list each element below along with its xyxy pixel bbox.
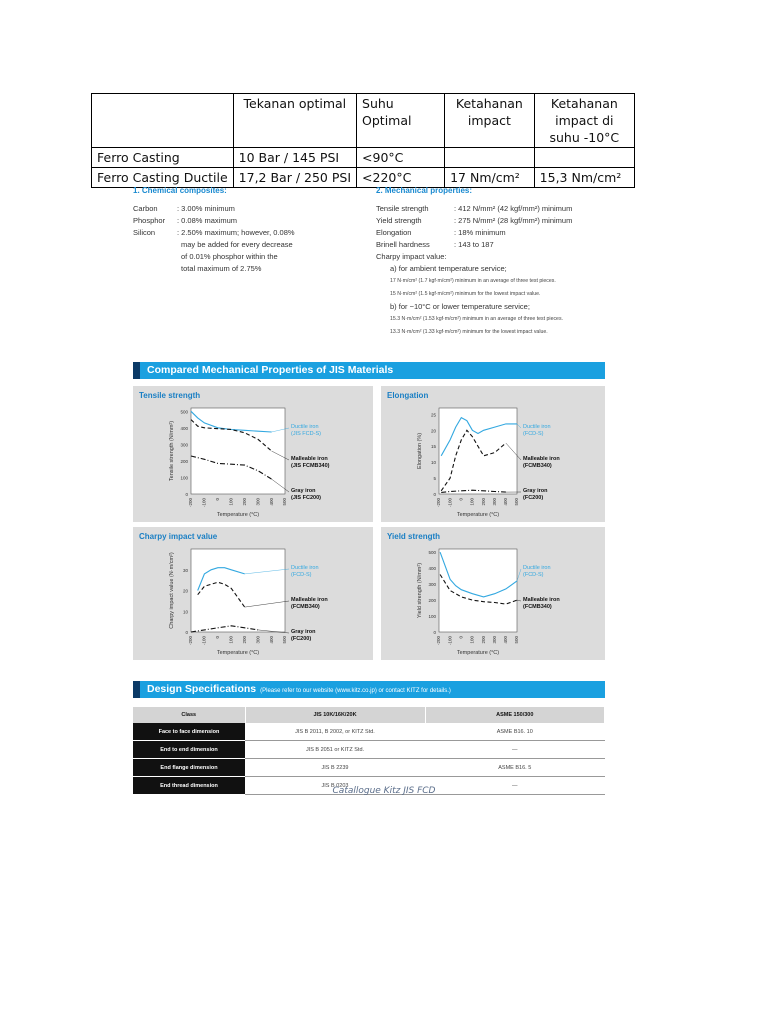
bar-note: (Please refer to our website (www.kitz.co.jp) or contact KITZ for details.) xyxy=(260,688,451,694)
design-spec-table xyxy=(133,707,605,795)
x-axis-label: Temperature (°C) xyxy=(456,650,500,656)
x-tick-label: 300 xyxy=(491,498,497,506)
table-cell: Ferro Casting Ductile xyxy=(92,168,234,188)
legend-label: (FCD-S) xyxy=(523,572,544,578)
charpy-chart xyxy=(133,527,373,660)
table-cell: <220°C xyxy=(357,168,445,188)
spec-row xyxy=(133,741,605,759)
chem-value: : 0.08% maximum xyxy=(177,216,238,225)
chem-value: : 2.50% maximum; however, 0.08% xyxy=(177,228,295,237)
y-tick-label: 300 xyxy=(180,442,188,448)
section-title: 2. Mechanical properties: xyxy=(376,186,473,195)
design-spec-bar xyxy=(133,681,605,698)
x-tick-label: 300 xyxy=(255,636,261,644)
x-tick-label: 400 xyxy=(268,498,274,506)
spec-label: End to end dimension xyxy=(133,741,245,759)
charpy-b: b) for −10°C or lower temperature service; xyxy=(390,302,530,311)
y-tick-label: 200 xyxy=(180,458,188,464)
chem-row xyxy=(133,215,363,227)
spec-cell: — xyxy=(425,777,605,795)
y-tick-label: 20 xyxy=(430,428,436,434)
spec-row xyxy=(133,759,605,777)
table-cell: Ferro Casting xyxy=(92,148,234,168)
spec-header-row xyxy=(133,707,605,723)
x-tick-label: 100 xyxy=(228,636,234,644)
charpy-a: a) for ambient temperature service; xyxy=(390,264,507,273)
chart-title: Charpy impact value xyxy=(139,532,218,541)
table-header: Ketahanan impact di suhu -10°C xyxy=(534,94,634,148)
chemical-composites-section xyxy=(133,186,363,275)
x-axis-label: Temperature (°C) xyxy=(216,650,260,656)
y-tick-label: 15 xyxy=(430,444,436,450)
legend-label: Gray iron xyxy=(291,488,316,494)
legend-label: (FC200) xyxy=(523,495,544,501)
charpy-b1: 15.3 N·m/cm² (1.53 kgf·m/cm²) minimum in an average of three test pieces. xyxy=(390,316,563,322)
charpy-heading: Charpy impact value: xyxy=(376,252,447,261)
spec-cell: — xyxy=(425,741,605,759)
x-tick-label: 500 xyxy=(282,636,288,644)
y-tick-label: 100 xyxy=(180,475,188,481)
legend-label: Ductile iron xyxy=(523,424,551,430)
table-cell xyxy=(534,148,634,168)
mech-row xyxy=(376,215,611,227)
table-row xyxy=(92,148,635,168)
mechanical-properties-section xyxy=(376,186,611,339)
x-tick-label: -100 xyxy=(201,498,207,508)
spec-header: JIS 10K/16K/20K xyxy=(245,707,425,723)
plot-area xyxy=(191,408,285,494)
mech-row xyxy=(376,203,611,215)
plot-area xyxy=(191,549,285,632)
legend-label: (FCMB340) xyxy=(523,604,552,610)
x-tick-label: -200 xyxy=(188,498,194,508)
table-header: Tekanan optimal xyxy=(233,94,356,148)
chart-panel-elongation xyxy=(381,386,605,522)
x-tick-label: 300 xyxy=(491,636,497,644)
table-cell: <90°C xyxy=(357,148,445,168)
table-header: Ketahanan impact xyxy=(445,94,535,148)
y-tick-label: 10 xyxy=(430,460,436,466)
legend-label: Ductile iron xyxy=(523,565,551,571)
x-tick-label: 100 xyxy=(228,498,234,506)
y-tick-label: 200 xyxy=(428,598,436,604)
x-axis-label: Temperature (°C) xyxy=(456,512,500,518)
y-axis-label: Charpy impact value (N·m/cm²) xyxy=(169,552,175,629)
x-tick-label: 400 xyxy=(268,636,274,644)
tensile-chart xyxy=(133,386,373,522)
legend-label: Ductile iron xyxy=(291,565,319,571)
x-tick-label: -200 xyxy=(436,498,442,508)
chem-note: total maximum of 2.75% xyxy=(181,264,262,273)
legend-label: (JIS FCMB340) xyxy=(291,463,330,469)
legend-leader xyxy=(517,424,521,428)
spec-header: ASME 150/300 xyxy=(425,707,605,723)
legend-label: Malleable iron xyxy=(291,456,328,462)
y-tick-label: 25 xyxy=(430,412,436,418)
y-tick-label: 100 xyxy=(428,614,436,620)
x-tick-label: 0 xyxy=(458,636,464,639)
chart-title: Tensile strength xyxy=(139,391,201,400)
table-cell: 17,2 Bar / 250 PSI xyxy=(233,168,356,188)
spec-label: End thread dimension xyxy=(133,777,245,795)
x-tick-label: 400 xyxy=(503,636,509,644)
spec-row xyxy=(133,723,605,741)
legend-leader xyxy=(517,569,521,581)
chem-key: Silicon xyxy=(133,228,156,237)
legend-label: (JIS FCD-S) xyxy=(291,431,321,437)
x-tick-label: 0 xyxy=(215,636,221,639)
legend-label: Gray iron xyxy=(291,629,316,635)
table-cell xyxy=(445,148,535,168)
x-tick-label: 100 xyxy=(469,636,475,644)
mech-value: : 412 N/mm² (42 kgf/mm²) minimum xyxy=(454,204,573,213)
x-tick-label: 0 xyxy=(458,498,464,501)
x-tick-label: -100 xyxy=(447,636,453,646)
y-tick-label: 5 xyxy=(433,476,436,482)
x-tick-label: 200 xyxy=(241,498,247,506)
yield-chart xyxy=(381,527,605,660)
spec-cell: JIS B 2011, B 2002, or KITZ Std. xyxy=(245,723,425,741)
x-tick-label: 500 xyxy=(282,498,288,506)
chem-row xyxy=(133,203,363,215)
bar-title: Design Specifications xyxy=(147,683,257,695)
chart-title: Yield strength xyxy=(387,532,441,541)
table-header-row xyxy=(92,94,635,148)
y-tick-label: 400 xyxy=(428,566,436,572)
y-axis-label: Elongation (%) xyxy=(417,432,423,470)
legend-label: (FCMB340) xyxy=(291,604,320,610)
mech-value: : 275 N/mm² (28 kgf/mm²) minimum xyxy=(454,216,573,225)
y-axis-label: Tensile strength (N/mm²) xyxy=(169,420,175,482)
spec-label: End flange dimension xyxy=(133,759,245,777)
x-tick-label: -100 xyxy=(447,498,453,508)
compared-properties-bar xyxy=(133,362,605,379)
legend-label: Malleable iron xyxy=(523,597,560,603)
plot-area xyxy=(439,549,517,632)
y-tick-label: 0 xyxy=(433,630,436,635)
chart-title: Elongation xyxy=(387,391,429,400)
y-tick-label: 500 xyxy=(428,550,436,556)
chem-key: Phosphor xyxy=(133,216,166,225)
y-tick-label: 400 xyxy=(180,425,188,431)
spec-cell: JIS B 0203 xyxy=(245,777,425,795)
x-tick-label: -200 xyxy=(188,636,194,646)
x-tick-label: 100 xyxy=(469,498,475,506)
legend-label: (FC200) xyxy=(291,636,312,642)
chart-panel-tensile xyxy=(133,386,373,522)
x-tick-label: 500 xyxy=(514,636,520,644)
spec-label: Face to face dimension xyxy=(133,723,245,741)
y-tick-label: 20 xyxy=(182,588,188,594)
table-header: Suhu Optimal xyxy=(357,94,445,148)
section-title: 1. Chemical composites: xyxy=(133,186,227,195)
legend-label: Malleable iron xyxy=(291,597,328,603)
legend-label: Gray iron xyxy=(523,488,548,494)
legend-label: Malleable iron xyxy=(523,456,560,462)
figure-caption: Catallogue Kitz JIS FCD xyxy=(332,786,436,796)
x-axis-label: Temperature (°C) xyxy=(216,512,260,518)
mech-value: : 18% minimum xyxy=(454,228,506,237)
charpy-b2: 13.3 N·m/cm² (1.33 kgf·m/cm²) minimum for the lowest impact value. xyxy=(390,329,548,335)
spec-cell: ASME B16. 10 xyxy=(425,723,605,741)
legend-label: (JIS FC200) xyxy=(291,495,321,501)
legend-label: Ductile iron xyxy=(291,424,319,430)
spec-cell: ASME B16. 5 xyxy=(425,759,605,777)
legend-label: (FCD-S) xyxy=(291,572,312,578)
y-axis-label: Yield strength (N/mm²) xyxy=(417,562,423,619)
legend-leader xyxy=(517,600,521,601)
elongation-chart xyxy=(381,386,605,522)
x-tick-label: 0 xyxy=(215,498,221,501)
y-tick-label: 30 xyxy=(182,567,188,573)
chem-key: Carbon xyxy=(133,204,158,213)
mech-row xyxy=(376,227,611,239)
x-tick-label: 200 xyxy=(241,636,247,644)
mech-key: Elongation xyxy=(376,228,412,237)
x-tick-label: 500 xyxy=(514,498,520,506)
x-tick-label: -100 xyxy=(201,636,207,646)
x-tick-label: 200 xyxy=(480,498,486,506)
charpy-a2: 15 N·m/cm² (1.5 kgf·m/cm²) minimum for the lowest impact value. xyxy=(390,291,541,297)
chem-value: : 3.00% minimum xyxy=(177,204,235,213)
x-tick-label: 300 xyxy=(255,498,261,506)
chart-panel-yield xyxy=(381,527,605,660)
spec-cell: JIS B 2051 or KITZ Std. xyxy=(245,741,425,759)
bar-title: Compared Mechanical Properties of JIS Materials xyxy=(147,364,394,376)
x-tick-label: -200 xyxy=(436,636,442,646)
legend-label: (FCD-S) xyxy=(523,431,544,437)
plot-area xyxy=(439,408,517,494)
x-tick-label: 200 xyxy=(480,636,486,644)
comparison-table xyxy=(91,93,635,188)
mech-value: : 143 to 187 xyxy=(454,240,494,249)
table-cell: 15,3 Nm/cm² xyxy=(534,168,634,188)
spec-cell: JIS B 2239 xyxy=(245,759,425,777)
chart-panel-charpy xyxy=(133,527,373,660)
table-cell: 10 Bar / 145 PSI xyxy=(233,148,356,168)
spec-header: Class xyxy=(133,707,245,723)
mech-key: Yield strength xyxy=(376,216,422,225)
chem-note: of 0.01% phosphor within the xyxy=(181,252,278,261)
mech-key: Tensile strength xyxy=(376,204,429,213)
y-tick-label: 10 xyxy=(182,609,188,615)
y-tick-label: 300 xyxy=(428,582,436,588)
y-tick-label: 500 xyxy=(180,409,188,415)
mech-key: Brinell hardness xyxy=(376,240,430,249)
table-cell: 17 Nm/cm² xyxy=(445,168,535,188)
chem-note: may be added for every decrease xyxy=(181,240,293,249)
chem-row xyxy=(133,227,363,239)
y-tick-label: 0 xyxy=(185,630,188,635)
x-tick-label: 400 xyxy=(503,498,509,506)
table-row xyxy=(92,168,635,188)
y-tick-label: 0 xyxy=(433,492,436,497)
y-tick-label: 0 xyxy=(185,492,188,497)
mech-row xyxy=(376,239,611,251)
legend-label: (FCMB340) xyxy=(523,463,552,469)
table-header xyxy=(92,94,234,148)
charpy-a1: 17 N·m/cm² (1.7 kgf·m/cm²) minimum in an average of three test pieces. xyxy=(390,278,556,284)
